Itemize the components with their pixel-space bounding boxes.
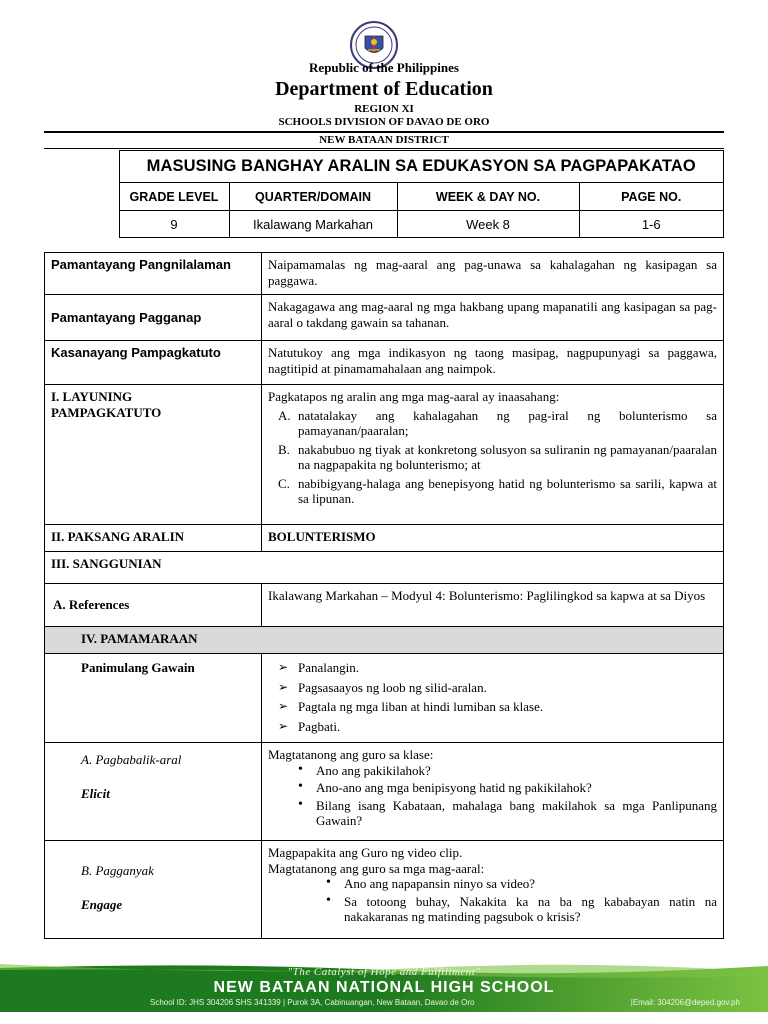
bullet-icon: • [326, 892, 331, 908]
cell-panimula [262, 654, 724, 743]
bullet-icon: • [326, 875, 331, 890]
pagganyak-list [268, 876, 717, 925]
row-pagganap [45, 295, 724, 341]
row-paksa [45, 525, 724, 552]
layunin-list [278, 408, 717, 507]
school-footer-banner [0, 962, 768, 1012]
layunin-intro: Pagkatapos ng aralin ang mga mag-aaral ay inaasahang: [268, 389, 560, 404]
label-references: A. References [45, 584, 262, 627]
footer-school-info: School ID: JHS 304206 SHS 341339 | Purok 3A, Cabinuangan, New Bataan, Davao de Oro [150, 998, 475, 1007]
row-references [45, 584, 724, 627]
header-divider [44, 131, 724, 133]
list-item: ➢ Panalangin. [278, 660, 360, 675]
list-item: • Ano ang napapansin ninyo sa video? [326, 875, 535, 891]
label-pagganyak: B. Pagganyak [81, 863, 154, 878]
header-page-no: PAGE NO. [579, 183, 724, 211]
header-grade-level: GRADE LEVEL [119, 183, 229, 211]
list-item: • Sa totoong buhay, Nakakita ka na ba ng kababayan natin na nakakaranas ng matinding pagsubok o krisis? [326, 892, 717, 924]
region-heading: REGION XI [354, 103, 414, 115]
cell-pagbabalik-label [45, 743, 262, 841]
text-references: Ikalawang Markahan – Modyul 4: Bolunterismo: Paglilingkod sa kapwa at sa Diyos [262, 584, 724, 627]
arrow-bullet-icon: ➢ [278, 679, 289, 694]
text-pagganap: Nakagagawa ang mag-aaral ng mga hakbang upang mapanatili ang kasipagan sa pag-aaral o takdang gawain sa tahanan. [262, 295, 724, 341]
header-week-day: WEEK & DAY NO. [397, 183, 579, 211]
list-item: ➢ Pagtala ng mga liban at hindi lumiban sa klase. [278, 699, 544, 714]
list-item: ➢ Pagsasaayos ng loob ng silid-aralan. [278, 679, 487, 695]
row-pamamaraan [45, 627, 724, 654]
cell-pagbabalik [262, 743, 724, 841]
list-item: • Bilang isang Kabataan, mahalaga bang makilahok sa mga Panlipunang Gawain? [298, 796, 717, 828]
label-pamamaraan: IV. PAMAMARAAN [45, 627, 724, 654]
cell-pagganyak-label [45, 841, 262, 939]
list-item: ➢ Pagbati. [278, 718, 341, 734]
plan-spacer [44, 151, 119, 238]
plan-header-table [44, 150, 724, 238]
bullet-icon: • [298, 796, 303, 812]
bullet-icon: • [298, 761, 303, 777]
label-paksa: II. PAKSANG ARALIN [45, 525, 262, 552]
bullet-icon: • [298, 779, 303, 794]
label-pagganap: Pamantayang Pagganap [45, 295, 262, 341]
row-kasanayan [45, 341, 724, 385]
list-item: • Ano-ano ang mga benipisyong hatid ng pakikilahok? [298, 779, 592, 795]
row-panimula [45, 654, 724, 743]
label-kasanayan: Kasanayang Pampagkatuto [45, 341, 262, 385]
value-quarter-domain: Ikalawang Markahan [229, 211, 397, 238]
label-panimula: Panimulang Gawain [45, 654, 262, 743]
row-sanggunian [45, 552, 724, 584]
label-engage: Engage [81, 896, 123, 912]
republic-heading: Republic of the Philippines [309, 60, 459, 75]
plan-title: MASUSING BANGHAY ARALIN SA EDUKASYON SA PAGPAPAKATAO [119, 151, 724, 183]
label-pagbabalik: A. Pagbabalik-aral [81, 752, 182, 767]
arrow-bullet-icon: ➢ [278, 699, 289, 713]
pagbabalik-intro: Magtatanong ang guro sa klase: [268, 747, 434, 762]
cell-layunin [262, 385, 724, 525]
value-week-day: Week 8 [397, 211, 579, 238]
label-layunin [45, 385, 262, 525]
footer-school-name: NEW BATAAN NATIONAL HIGH SCHOOL [213, 979, 555, 996]
pagbabalik-list [268, 763, 717, 829]
footer-email: |Email: 304206@deped.gov.ph [630, 998, 740, 1007]
row-pagganyak [45, 841, 724, 939]
arrow-bullet-icon: ➢ [278, 718, 289, 733]
value-grade-level: 9 [119, 211, 229, 238]
header-quarter-domain: QUARTER/DOMAIN [229, 183, 397, 211]
value-page-no: 1-6 [579, 211, 724, 238]
label-layunin-line1: I. LAYUNING [51, 389, 133, 404]
panimula-list [272, 660, 717, 734]
list-item: • Ano ang pakikilahok? [298, 761, 431, 778]
lesson-plan-table [44, 252, 724, 939]
text-paksa: BOLUNTERISMO [262, 525, 724, 552]
list-item: C. nabibigyang-halaga ang benepisyong hatid ng bolunterismo sa sarili, kapwa at sa lipunan. [278, 475, 717, 506]
cell-pagganyak [262, 841, 724, 939]
district-heading: NEW BATAAN DISTRICT [319, 134, 449, 146]
district-divider [44, 148, 724, 149]
label-layunin-line2: PAMPAGKATUTO [51, 404, 162, 420]
footer-tagline: "The Catalyst of Hope and Fulfillment" [287, 966, 481, 978]
row-pangnilalaman [45, 253, 724, 295]
text-pangnilalaman: Naipamamalas ng mag-aaral ang pag-unawa sa kahalagahan ng kasipagan sa paggawa. [262, 253, 724, 295]
pagganyak-intro-1: Magpapakita ang Guro ng video clip. [268, 845, 463, 860]
row-pagbabalik [45, 743, 724, 841]
text-kasanayan: Natutukoy ang mga indikasyon ng taong masipag, nagpupunyagi sa paggawa, nagtitipid at pinamamahalaan ang naimpok. [262, 341, 724, 385]
arrow-bullet-icon: ➢ [278, 660, 289, 674]
label-pangnilalaman: Pamantayang Pangnilalaman [45, 253, 262, 295]
row-layunin [45, 385, 724, 525]
label-elicit: Elicit [81, 785, 110, 801]
label-sanggunian: III. SANGGUNIAN [45, 552, 724, 584]
list-item: B. nakabubuo ng tiyak at konkretong solusyon sa suliranin ng pamayanan/paaralan na nagpapakita ng bolunterismo; at [278, 441, 717, 472]
department-heading: Department of Education [275, 78, 493, 100]
division-heading: SCHOOLS DIVISION OF DAVAO DE ORO [278, 116, 490, 128]
pagganyak-intro-2: Magtatanong ang guro sa mga mag-aaral: [268, 860, 485, 876]
list-item: A. natatalakay ang kahalagahan ng pag-iral ng bolunterismo sa pamayanan/paaralan; [278, 407, 717, 438]
